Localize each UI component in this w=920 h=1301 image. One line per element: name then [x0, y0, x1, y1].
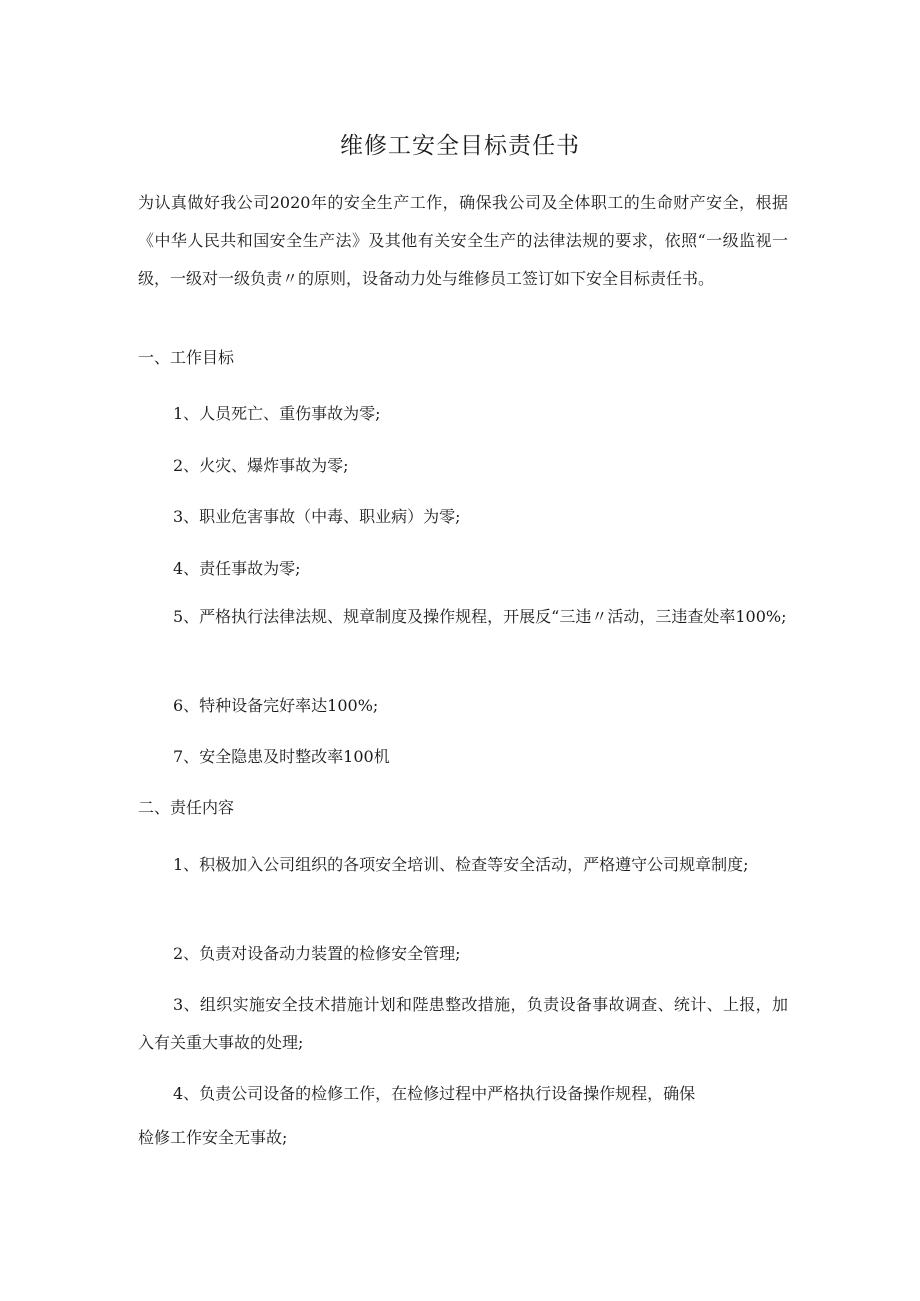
duty-item-2: 2、负责对设备动力装置的检修安全管理;: [173, 944, 461, 963]
duty-item-4-continued: 检修工作安全无事故;: [138, 1128, 288, 1147]
goal-item-7: 7、安全隐患及时整改率100机: [173, 747, 390, 766]
goal-item-4: 4、责任事故为零;: [173, 559, 301, 578]
intro-paragraph: 为认真做好我公司2020年的安全生产工作，确保我公司及全体职工的生命财产安全，根据《中华人民共和国安全生产法》及其他有关安全生产的法律法规的要求，依照“一级监视一级，一级对一级负责〃的原则，设备动力处与维修员工签订如下安全目标责任书。: [138, 193, 788, 288]
goal-item-2: 2、火灾、爆炸事故为零;: [173, 456, 349, 475]
duty-item-4: 4、负责公司设备的检修工作，在检修过程中严格执行设备操作规程，确保: [173, 1084, 696, 1103]
duty-item-3: 3、组织实施安全技术措施计划和陛患整改措施，负责设备事故调查、统计、上报，加入有关重大事故的处理;: [138, 995, 788, 1052]
goal-item-6: 6、特种设备完好率达100%;: [173, 696, 379, 715]
document-title: 维修工安全目标责任书: [340, 133, 580, 159]
goal-item-5: 5、严格执行法律法规、规章制度及操作规程，开展反“三违〃活动，三违查处率100%;: [173, 607, 787, 626]
section-heading-duties: 二、责任内容: [138, 798, 235, 817]
goal-item-3: 3、职业危害事故（中毒、职业病）为零;: [173, 507, 461, 526]
duty-item-1: 1、积极加入公司组织的各项安全培训、检查等安全活动，严格遵守公司规章制度;: [173, 855, 749, 874]
section-heading-goals: 一、工作目标: [138, 348, 235, 367]
goal-item-1: 1、人员死亡、重伤事故为零;: [173, 404, 381, 423]
